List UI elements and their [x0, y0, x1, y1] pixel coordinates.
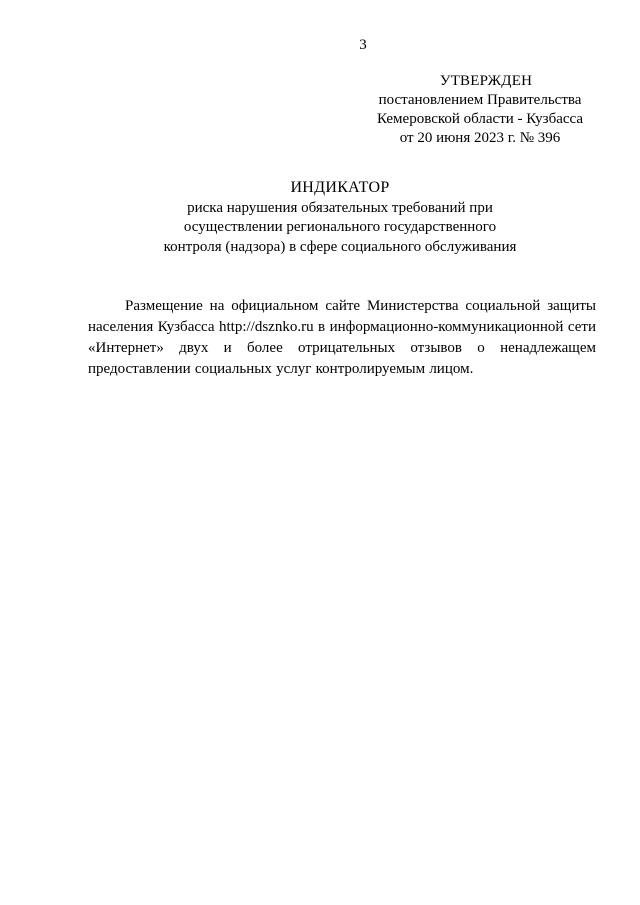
page-number: 3 [359, 37, 367, 53]
approval-line-3: от 20 июня 2023 г. № 396 [399, 130, 561, 146]
approval-stamp-block [360, 72, 600, 148]
document-title: ИНДИКАТОР [290, 179, 390, 196]
body-paragraph: Размещение на официальном сайте Министерства социальной защиты населения Кузбасса http://dsznko.ru в информационно-коммуникационной сети «Интернет» двух и более отрицательных отзывов о ненадлежащем предоставлении социальных услуг контролируемым лицом. [88, 298, 596, 377]
approval-line-1: постановлением Правительства [378, 92, 582, 108]
approval-title: УТВЕРЖДЕН [439, 73, 533, 89]
heading-line-2: осуществлении регионального государственного [183, 219, 497, 235]
approval-line-2: Кемеровской области - Кузбасса [376, 111, 584, 127]
heading-line-1: риска нарушения обязательных требований при [187, 199, 493, 216]
document-heading [120, 178, 560, 257]
heading-line-3: контроля (надзора) в сфере социального обслуживания [163, 238, 517, 255]
